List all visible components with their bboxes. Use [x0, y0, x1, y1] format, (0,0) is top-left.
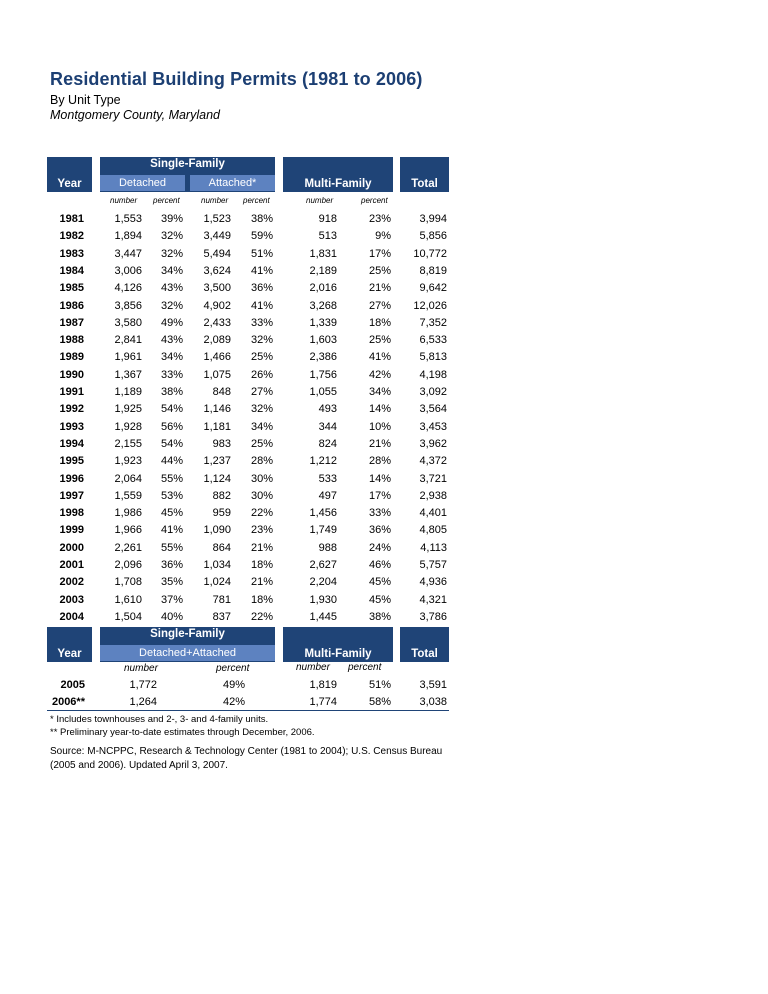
colhead-detached-percent: percent [153, 196, 180, 205]
cell-year: 1996 [59, 472, 84, 485]
cell-multi-percent: 14% [368, 403, 391, 416]
table-row [0, 524, 768, 541]
cell-multi-percent: 18% [368, 316, 391, 329]
cell-detached-percent: 32% [160, 299, 183, 312]
cell-multi-percent: 23% [368, 213, 391, 225]
colhead-attached-percent: percent [243, 196, 270, 205]
header-year [47, 157, 92, 192]
cell-total: 7,352 [419, 316, 447, 329]
cell-year: 1984 [59, 264, 84, 277]
cell-multi-number: 1,456 [309, 507, 337, 520]
table-row [0, 248, 768, 265]
cell-total: 3,038 [419, 696, 447, 708]
table-row [0, 213, 768, 230]
cell-detached-number: 2,096 [114, 559, 142, 571]
header-total [400, 157, 449, 192]
cell-detached-percent: 55% [160, 472, 183, 485]
table-row [0, 542, 768, 559]
cell-detached-number: 3,580 [114, 316, 142, 329]
cell-multi-percent: 45% [368, 593, 391, 606]
footnote-attached: * Includes townhouses and 2-, 3- and 4-family units. [50, 714, 269, 725]
table-row [0, 438, 768, 455]
cell-detached-percent: 34% [160, 351, 183, 364]
cell-attached-percent: 30% [250, 472, 273, 485]
cell-attached-number: 3,624 [203, 264, 231, 277]
cell-multi-percent: 51% [368, 679, 391, 691]
cell-detached-number: 1,504 [114, 610, 142, 623]
colhead-multi-number: number [306, 196, 334, 205]
cell-multi-percent: 25% [368, 264, 391, 277]
cell-year: 2003 [59, 593, 84, 606]
cell-multi-percent: 10% [368, 420, 391, 433]
cell-total: 5,856 [419, 230, 447, 243]
cell-detached-number: 2,155 [114, 437, 142, 450]
cell-detached-percent: 34% [160, 264, 183, 277]
cell-attached-number: 3,500 [203, 282, 231, 295]
cell-multi-number: 1,212 [309, 455, 337, 468]
cell-detached-number: 1,610 [114, 593, 142, 606]
cell-year: 1994 [59, 437, 84, 450]
colhead-attached-number: number [201, 196, 229, 205]
cell-year: 2006** [51, 696, 85, 708]
cell-detached-percent: 32% [160, 230, 183, 243]
cell-detached-number: 3,006 [114, 264, 142, 277]
cell-multi-number: 1,445 [309, 610, 337, 623]
cell-detached-number: 2,064 [114, 472, 142, 485]
colhead-multi-percent: percent [361, 196, 388, 205]
cell-multi-number: 2,189 [309, 264, 337, 277]
cell-attached-percent: 18% [250, 559, 273, 571]
cell-multi-percent: 24% [368, 541, 391, 554]
table-row [0, 594, 768, 611]
cell-multi-number: 824 [318, 437, 337, 450]
cell-attached-number: 848 [212, 386, 231, 398]
cell-detached-number: 4,126 [114, 282, 142, 295]
cell-multi-number: 1,831 [309, 247, 337, 260]
table-row [0, 611, 768, 628]
cell-multi-percent: 21% [368, 282, 391, 295]
cell-multi-number: 2,627 [309, 559, 337, 571]
cell-detached-number: 3,447 [114, 247, 142, 260]
cell-year: 1985 [59, 282, 84, 295]
cell-multi-number: 497 [318, 489, 337, 502]
cell-detached-percent: 36% [160, 559, 183, 571]
table-row [0, 230, 768, 247]
cell-attached-number: 959 [212, 507, 231, 520]
cell-year: 2005 [60, 679, 85, 691]
cell-total: 3,994 [419, 213, 447, 225]
table-row [0, 351, 768, 368]
table-row [0, 300, 768, 317]
table-row [0, 282, 768, 299]
cell-total: 5,813 [419, 351, 447, 364]
cell-year: 1989 [59, 351, 84, 364]
cell-multi-number: 1,774 [309, 696, 337, 708]
cell-sf-number: 1,264 [129, 696, 157, 708]
header2-total-label: Total [411, 648, 438, 660]
cell-attached-percent: 26% [250, 368, 273, 381]
cell-multi-number: 1,055 [309, 386, 337, 398]
table-row [0, 507, 768, 524]
header2-single-family-label: Single-Family [150, 628, 225, 640]
cell-attached-number: 1,466 [203, 351, 231, 364]
table-row [0, 386, 768, 403]
cell-total: 10,772 [413, 247, 447, 260]
cell-year: 1986 [59, 299, 84, 312]
cell-attached-percent: 22% [250, 610, 273, 623]
header2-multi-family-label: Multi-Family [304, 648, 372, 660]
table-bottom-rule [47, 710, 449, 711]
cell-total: 4,113 [420, 541, 447, 554]
colhead2-mf-percent: percent [348, 662, 382, 673]
cell-detached-percent: 53% [160, 489, 183, 502]
cell-multi-percent: 41% [368, 351, 391, 364]
cell-detached-number: 1,553 [114, 213, 142, 225]
cell-total: 3,786 [419, 610, 447, 623]
source-note: Source: M-NCPPC, Research & Technology Center (1981 to 2004); U.S. Census Bureau (2005 and 2006). Updated April 3, 2007. [50, 746, 443, 771]
cell-attached-percent: 41% [250, 264, 273, 277]
cell-total: 4,321 [419, 593, 447, 606]
cell-detached-number: 1,986 [114, 507, 142, 520]
cell-multi-percent: 45% [368, 576, 391, 589]
cell-multi-number: 2,204 [309, 576, 337, 589]
table-row [0, 679, 768, 696]
page-title: Residential Building Permits (1981 to 2006) [50, 69, 423, 89]
cell-multi-percent: 34% [368, 386, 391, 398]
cell-multi-number: 918 [318, 213, 337, 225]
cell-total: 3,721 [419, 472, 447, 485]
cell-multi-percent: 58% [368, 696, 391, 708]
cell-detached-percent: 55% [160, 541, 183, 554]
cell-attached-percent: 23% [250, 524, 273, 537]
cell-multi-percent: 46% [368, 559, 391, 571]
cell-multi-percent: 21% [368, 437, 391, 450]
cell-total: 3,564 [419, 403, 447, 416]
cell-multi-percent: 17% [368, 247, 391, 260]
cell-total: 9,642 [419, 282, 447, 295]
cell-detached-number: 1,928 [114, 420, 142, 433]
header-year-label: Year [57, 178, 82, 190]
cell-attached-number: 1,024 [203, 576, 231, 589]
cell-multi-percent: 42% [368, 368, 391, 381]
cell-detached-percent: 56% [160, 420, 183, 433]
cell-attached-percent: 25% [250, 437, 273, 450]
cell-total: 3,962 [419, 437, 447, 450]
location-label: Montgomery County, Maryland [50, 108, 220, 122]
cell-multi-percent: 9% [375, 230, 391, 243]
cell-attached-number: 882 [212, 489, 231, 502]
cell-multi-number: 1,756 [309, 368, 337, 381]
cell-year: 1981 [59, 213, 84, 225]
cell-multi-number: 2,386 [309, 351, 337, 364]
cell-multi-percent: 36% [368, 524, 391, 537]
header-detached: Detached [100, 175, 185, 191]
cell-detached-percent: 54% [160, 403, 183, 416]
header2-year-label: Year [57, 648, 82, 660]
cell-attached-number: 2,433 [203, 316, 231, 329]
cell-attached-number: 5,494 [203, 247, 231, 260]
cell-detached-number: 1,708 [114, 576, 142, 589]
cell-multi-number: 533 [318, 472, 337, 485]
cell-detached-number: 1,966 [114, 524, 142, 537]
cell-sf-number: 1,772 [129, 679, 157, 691]
cell-attached-number: 837 [212, 610, 231, 623]
cell-year: 1991 [59, 386, 84, 398]
cell-year: 1988 [59, 334, 84, 347]
cell-attached-percent: 28% [250, 455, 273, 468]
cell-detached-number: 2,261 [114, 541, 142, 554]
cell-total: 3,453 [419, 420, 447, 433]
cell-multi-percent: 38% [368, 610, 391, 623]
cell-detached-percent: 43% [160, 334, 183, 347]
cell-attached-percent: 21% [250, 541, 273, 554]
cell-multi-number: 513 [318, 230, 337, 243]
cell-attached-percent: 32% [250, 334, 273, 347]
cell-multi-percent: 25% [368, 334, 391, 347]
cell-detached-percent: 41% [160, 524, 183, 537]
cell-year: 2000 [59, 541, 84, 554]
table-row [0, 265, 768, 282]
header2-total [400, 627, 449, 662]
cell-year: 1992 [59, 403, 84, 416]
cell-attached-number: 781 [212, 593, 231, 606]
cell-detached-number: 3,856 [114, 299, 142, 312]
cell-detached-percent: 45% [160, 507, 183, 520]
cell-attached-number: 4,902 [203, 299, 231, 312]
cell-multi-number: 2,016 [309, 282, 337, 295]
cell-multi-number: 1,339 [309, 316, 337, 329]
cell-year: 1997 [59, 489, 84, 502]
cell-year: 1990 [59, 368, 84, 381]
cell-total: 8,819 [419, 264, 447, 277]
cell-attached-number: 1,523 [203, 213, 231, 225]
cell-year: 1995 [59, 455, 84, 468]
cell-detached-number: 1,559 [114, 489, 142, 502]
header-multi-family-label: Multi-Family [304, 178, 372, 190]
cell-detached-percent: 33% [160, 368, 183, 381]
cell-attached-percent: 22% [250, 507, 273, 520]
cell-multi-percent: 14% [368, 472, 391, 485]
colhead-detached-number: number [110, 196, 138, 205]
cell-multi-number: 1,749 [309, 524, 337, 537]
cell-total: 5,757 [419, 559, 447, 571]
cell-detached-percent: 54% [160, 437, 183, 450]
cell-year: 2004 [59, 610, 84, 623]
cell-multi-number: 344 [318, 420, 337, 433]
cell-detached-number: 2,841 [114, 334, 142, 347]
cell-multi-number: 1,603 [309, 334, 337, 347]
cell-attached-percent: 41% [250, 299, 273, 312]
cell-attached-percent: 51% [250, 247, 273, 260]
header2-multi-family [283, 627, 393, 662]
cell-multi-percent: 27% [368, 299, 391, 312]
cell-detached-percent: 35% [160, 576, 183, 589]
cell-multi-number: 988 [318, 541, 337, 554]
cell-multi-percent: 33% [368, 507, 391, 520]
cell-detached-number: 1,925 [114, 403, 142, 416]
table-row [0, 490, 768, 507]
table-row [0, 334, 768, 351]
cell-attached-percent: 18% [250, 593, 273, 606]
cell-detached-number: 1,367 [114, 368, 142, 381]
cell-multi-number: 1,819 [309, 679, 337, 691]
cell-total: 4,198 [419, 368, 447, 381]
cell-total: 12,026 [413, 299, 447, 312]
cell-total: 2,938 [419, 489, 447, 502]
cell-year: 1987 [59, 316, 84, 329]
cell-detached-percent: 44% [160, 455, 183, 468]
table-row [0, 403, 768, 420]
footnote-preliminary: ** Preliminary year-to-date estimates through December, 2006. [50, 727, 315, 738]
cell-attached-number: 1,181 [203, 420, 231, 433]
cell-total: 4,936 [419, 576, 447, 589]
table-row [0, 421, 768, 438]
colhead2-sf-percent: percent [216, 663, 250, 674]
cell-detached-number: 1,894 [114, 230, 142, 243]
cell-detached-number: 1,961 [114, 351, 142, 364]
cell-sf-percent: 42% [222, 696, 245, 708]
cell-attached-percent: 21% [250, 576, 273, 589]
page-subtitle: By Unit Type [50, 93, 121, 107]
cell-detached-number: 1,923 [114, 455, 142, 468]
cell-detached-number: 1,189 [114, 386, 142, 398]
colhead2-mf-number: number [296, 662, 330, 673]
cell-attached-number: 1,090 [203, 524, 231, 537]
cell-multi-number: 1,930 [309, 593, 337, 606]
table-row [0, 473, 768, 490]
cell-attached-percent: 32% [250, 403, 273, 416]
cell-attached-percent: 27% [250, 386, 273, 398]
cell-attached-percent: 38% [250, 213, 273, 225]
cell-attached-number: 1,124 [203, 472, 231, 485]
cell-attached-percent: 59% [250, 230, 273, 243]
table-row [0, 369, 768, 386]
cell-attached-percent: 33% [250, 316, 273, 329]
cell-attached-number: 2,089 [203, 334, 231, 347]
cell-attached-number: 1,146 [203, 403, 231, 416]
cell-year: 1983 [59, 247, 84, 260]
cell-multi-number: 493 [318, 403, 337, 416]
cell-total: 6,533 [419, 334, 447, 347]
cell-total: 4,805 [419, 524, 447, 537]
cell-attached-number: 1,237 [203, 455, 231, 468]
cell-attached-number: 1,034 [203, 559, 231, 571]
header2-year [47, 627, 92, 662]
cell-attached-number: 1,075 [203, 368, 231, 381]
cell-multi-percent: 17% [368, 489, 391, 502]
cell-year: 2001 [59, 559, 84, 571]
cell-year: 1982 [59, 230, 84, 243]
cell-total: 4,372 [419, 455, 447, 468]
table-row [0, 576, 768, 593]
table-row [0, 559, 768, 576]
cell-attached-percent: 25% [250, 351, 273, 364]
cell-detached-percent: 38% [160, 386, 183, 398]
cell-multi-percent: 28% [368, 455, 391, 468]
cell-attached-percent: 34% [250, 420, 273, 433]
cell-detached-percent: 32% [160, 247, 183, 260]
cell-detached-percent: 39% [160, 213, 183, 225]
colhead2-sf-number: number [124, 663, 158, 674]
cell-attached-number: 983 [212, 437, 231, 450]
cell-detached-percent: 40% [160, 610, 183, 623]
header2-combined: Detached+Attached [100, 645, 275, 661]
cell-attached-number: 3,449 [203, 230, 231, 243]
cell-year: 1998 [59, 507, 84, 520]
table-row [0, 317, 768, 334]
cell-total: 3,591 [419, 679, 447, 691]
cell-attached-number: 864 [212, 541, 231, 554]
cell-year: 1993 [59, 420, 84, 433]
cell-multi-number: 3,268 [309, 299, 337, 312]
cell-attached-percent: 30% [250, 489, 273, 502]
cell-year: 1999 [59, 524, 84, 537]
cell-sf-percent: 49% [222, 679, 245, 691]
cell-total: 3,092 [419, 386, 447, 398]
cell-detached-percent: 49% [160, 316, 183, 329]
cell-attached-percent: 36% [250, 282, 273, 295]
table-row [0, 455, 768, 472]
cell-detached-percent: 37% [160, 593, 183, 606]
header-attached: Attached* [190, 175, 275, 191]
cell-total: 4,401 [419, 507, 447, 520]
cell-year: 2002 [59, 576, 84, 589]
header-single-family-label: Single-Family [150, 158, 225, 170]
header-multi-family [283, 157, 393, 192]
cell-detached-percent: 43% [160, 282, 183, 295]
header-total-label: Total [411, 178, 438, 190]
